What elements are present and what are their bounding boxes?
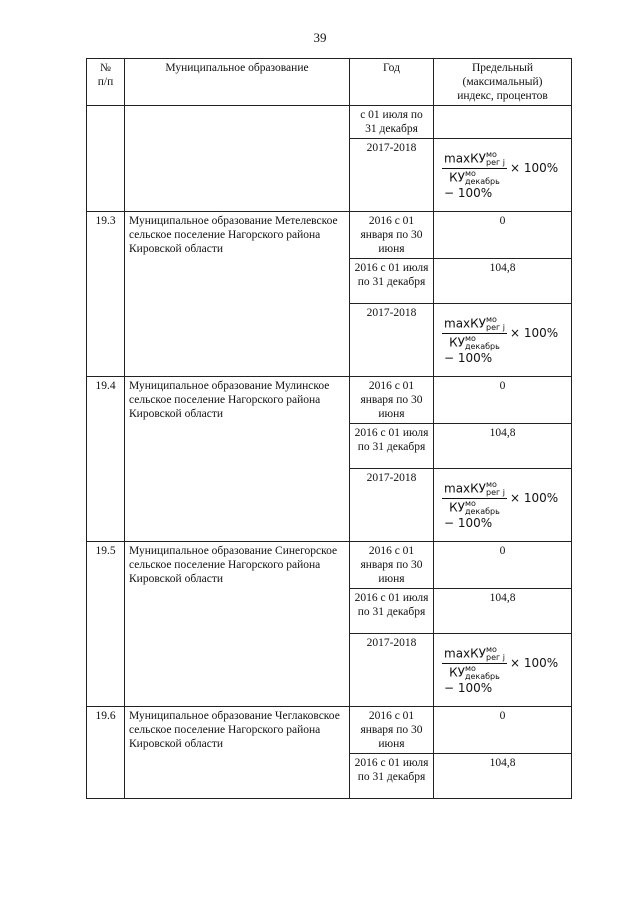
cell-index: 104,8 [434,589,572,634]
index-formula [442,151,558,200]
tariff-index-table [86,58,572,799]
cell-num: 19.6 [87,707,125,799]
formula-numerator: maxКУмо рег j [444,315,505,332]
cell-index [434,106,572,139]
page-number: 39 [313,30,327,45]
cell-year: 2017-2018 [350,139,434,212]
cell-year: 2017-2018 [350,469,434,542]
cell-year: 2017-2018 [350,304,434,377]
cell-index: 0 [434,377,572,424]
cell-index-formula [434,304,572,377]
header-row [87,59,572,106]
cell-name: Муниципальное образование Чеглаковское сельское поселение Нагорского района Кировской области [125,707,350,799]
cell-year: 2016 с 01 июля по 31 декабря [350,754,434,799]
cell-index: 104,8 [434,424,572,469]
formula-fraction [442,151,507,186]
table-row [87,707,572,754]
cell-num: 19.3 [87,212,125,377]
cell-year: 2016 с 01 января по 30 июня [350,542,434,589]
formula-denominator: КУмо декабрь [449,664,500,681]
header-num: № п/п [87,59,125,106]
formula-subtraction: − 100% [444,516,493,530]
index-formula [442,646,558,695]
cell-num: 19.5 [87,542,125,707]
cell-name: Муниципальное образование Синегорское сельское поселение Нагорского района Кировской области [125,542,350,707]
formula-denominator: КУмо декабрь [449,169,500,186]
cell-index-formula [434,139,572,212]
formula-denominator: КУмо декабрь [449,499,500,516]
formula-numerator: maxКУмо рег j [444,480,505,497]
header-municipality: Муниципальное образование [125,59,350,106]
cell-year: 2016 с 01 января по 30 июня [350,707,434,754]
cell-index-formula [434,469,572,542]
cell-year: 2016 с 01 июля по 31 декабря [350,589,434,634]
cell-year: 2016 с 01 января по 30 июня [350,212,434,259]
formula-numerator: maxКУмо рег j [444,645,505,662]
formula-subtraction: − 100% [444,186,493,200]
formula-multiplier: × 100% [509,161,559,175]
cell-index: 104,8 [434,259,572,304]
table-row [87,106,572,139]
cell-index: 0 [434,542,572,589]
index-formula [442,481,558,530]
formula-subtraction: − 100% [444,681,493,695]
cell-index: 0 [434,212,572,259]
cell-num: 19.4 [87,377,125,542]
table-row [87,542,572,589]
cell-year: 2016 с 01 января по 30 июня [350,377,434,424]
cell-index: 0 [434,707,572,754]
formula-multiplier: × 100% [509,326,559,340]
cell-year: 2017-2018 [350,634,434,707]
formula-denominator: КУмо декабрь [449,334,500,351]
header-year: Год [350,59,434,106]
formula-numerator: maxКУмо рег j [444,150,505,167]
cell-year: 2016 с 01 июля по 31 декабря [350,424,434,469]
table-row [87,377,572,424]
formula-multiplier: × 100% [509,656,559,670]
formula-multiplier: × 100% [509,491,559,505]
cell-index: 104,8 [434,754,572,799]
cell-year: 2016 с 01 июля по 31 декабря [350,259,434,304]
formula-fraction [442,316,507,351]
formula-fraction [442,646,507,681]
cell-num [87,106,125,212]
formula-subtraction: − 100% [444,351,493,365]
table-row [87,212,572,259]
cell-index-formula [434,634,572,707]
cell-name: Муниципальное образование Метелевское сельское поселение Нагорского района Кировской области [125,212,350,377]
cell-year: с 01 июля по 31 декабря [350,106,434,139]
formula-fraction [442,481,507,516]
cell-name: Муниципальное образование Мулинское сельское поселение Нагорского района Кировской области [125,377,350,542]
index-formula [442,316,558,365]
cell-name [125,106,350,212]
header-index: Предельный (максимальный) индекс, процентов [434,59,572,106]
table-body [87,106,572,799]
